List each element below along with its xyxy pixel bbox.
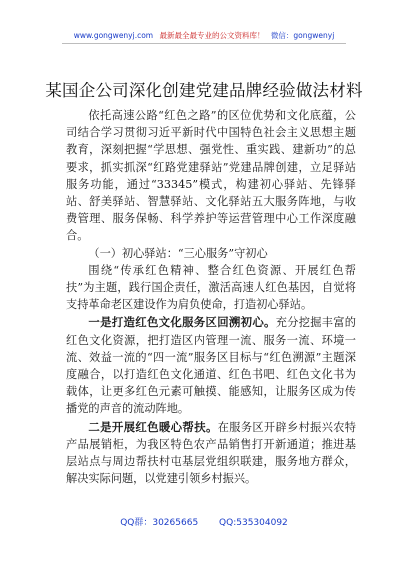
paragraph: [66, 107, 356, 245]
paragraph-text: 围绕“传承红色精神、整合红色资源、开展红色帮扶”为主题，践行国企责任，激活高速人红色基因，自觉将支持革命老区建设作为肩负使命，打造初心驿站。: [66, 263, 356, 312]
paragraph-lead: 二是开展红色暖心帮扶。: [88, 419, 218, 434]
paragraph-text: 在服务区开辟乡村振兴农特产品展销柜，为我区特色农产品销售打开新通道；推进基层站点与周边帮扶村屯基层党组织联建，服务地方群众，解决实际问题，以党建引领乡村振兴。: [66, 420, 356, 486]
header-divider: [62, 43, 346, 44]
document-title: 某国企公司深化创建党建品牌经验做法材料: [45, 81, 363, 100]
paragraph-lead: 一是打造红色文化服务区回溯初心。: [88, 315, 276, 330]
paragraph: [66, 314, 356, 417]
paragraph: [66, 262, 356, 314]
document-body: [66, 107, 356, 487]
paragraph-text: 依托高速公路“红色之路”的区位优势和文化底蕴，公司结合学习贯彻习近平新时代中国特色社会主义思想主题教育，深刻把握“学思想、强党性、重实践、建新功”的总要求，抓实抓深“红路党建驿站”党建品牌创建，立足驿站服务功能，通过“33345”模式，构建初心驿站、先锋驿站、舒美驿站、智慧驿站、文化驿站五大服务阵地，与收费管理、服务保畅、科学养护等运营管理中心工作深度融合。: [66, 109, 356, 243]
wechat-text: 微信：gongwenyj: [270, 31, 335, 40]
footer-bar: [0, 515, 408, 528]
section-heading: [66, 245, 356, 262]
paragraph-text: 充分挖掘丰富的红色文化资源，把打造区内管理一流、服务一流、环境一流、效益一流的“四一流”服务区目标与“红色溯源”主题深度融合，以打造红色文化通道、红色书吧、红色文化书为载体，让更多红色元素可触摸、能感知，让服务区成为传播党的声音的流动阵地。: [66, 316, 356, 416]
qq-text: QQ:535304092: [219, 518, 288, 528]
header-bar: [0, 30, 408, 41]
paragraph-text: （一）初心驿站：“三心服务”守初心: [88, 246, 268, 260]
site-link[interactable]: www.gongwenyj.com: [73, 31, 154, 40]
paragraph: [66, 419, 356, 488]
qq-group-text: QQ群：30265665: [120, 518, 199, 528]
promo-text: 最新最全最专业的公文资料库！: [159, 31, 265, 40]
